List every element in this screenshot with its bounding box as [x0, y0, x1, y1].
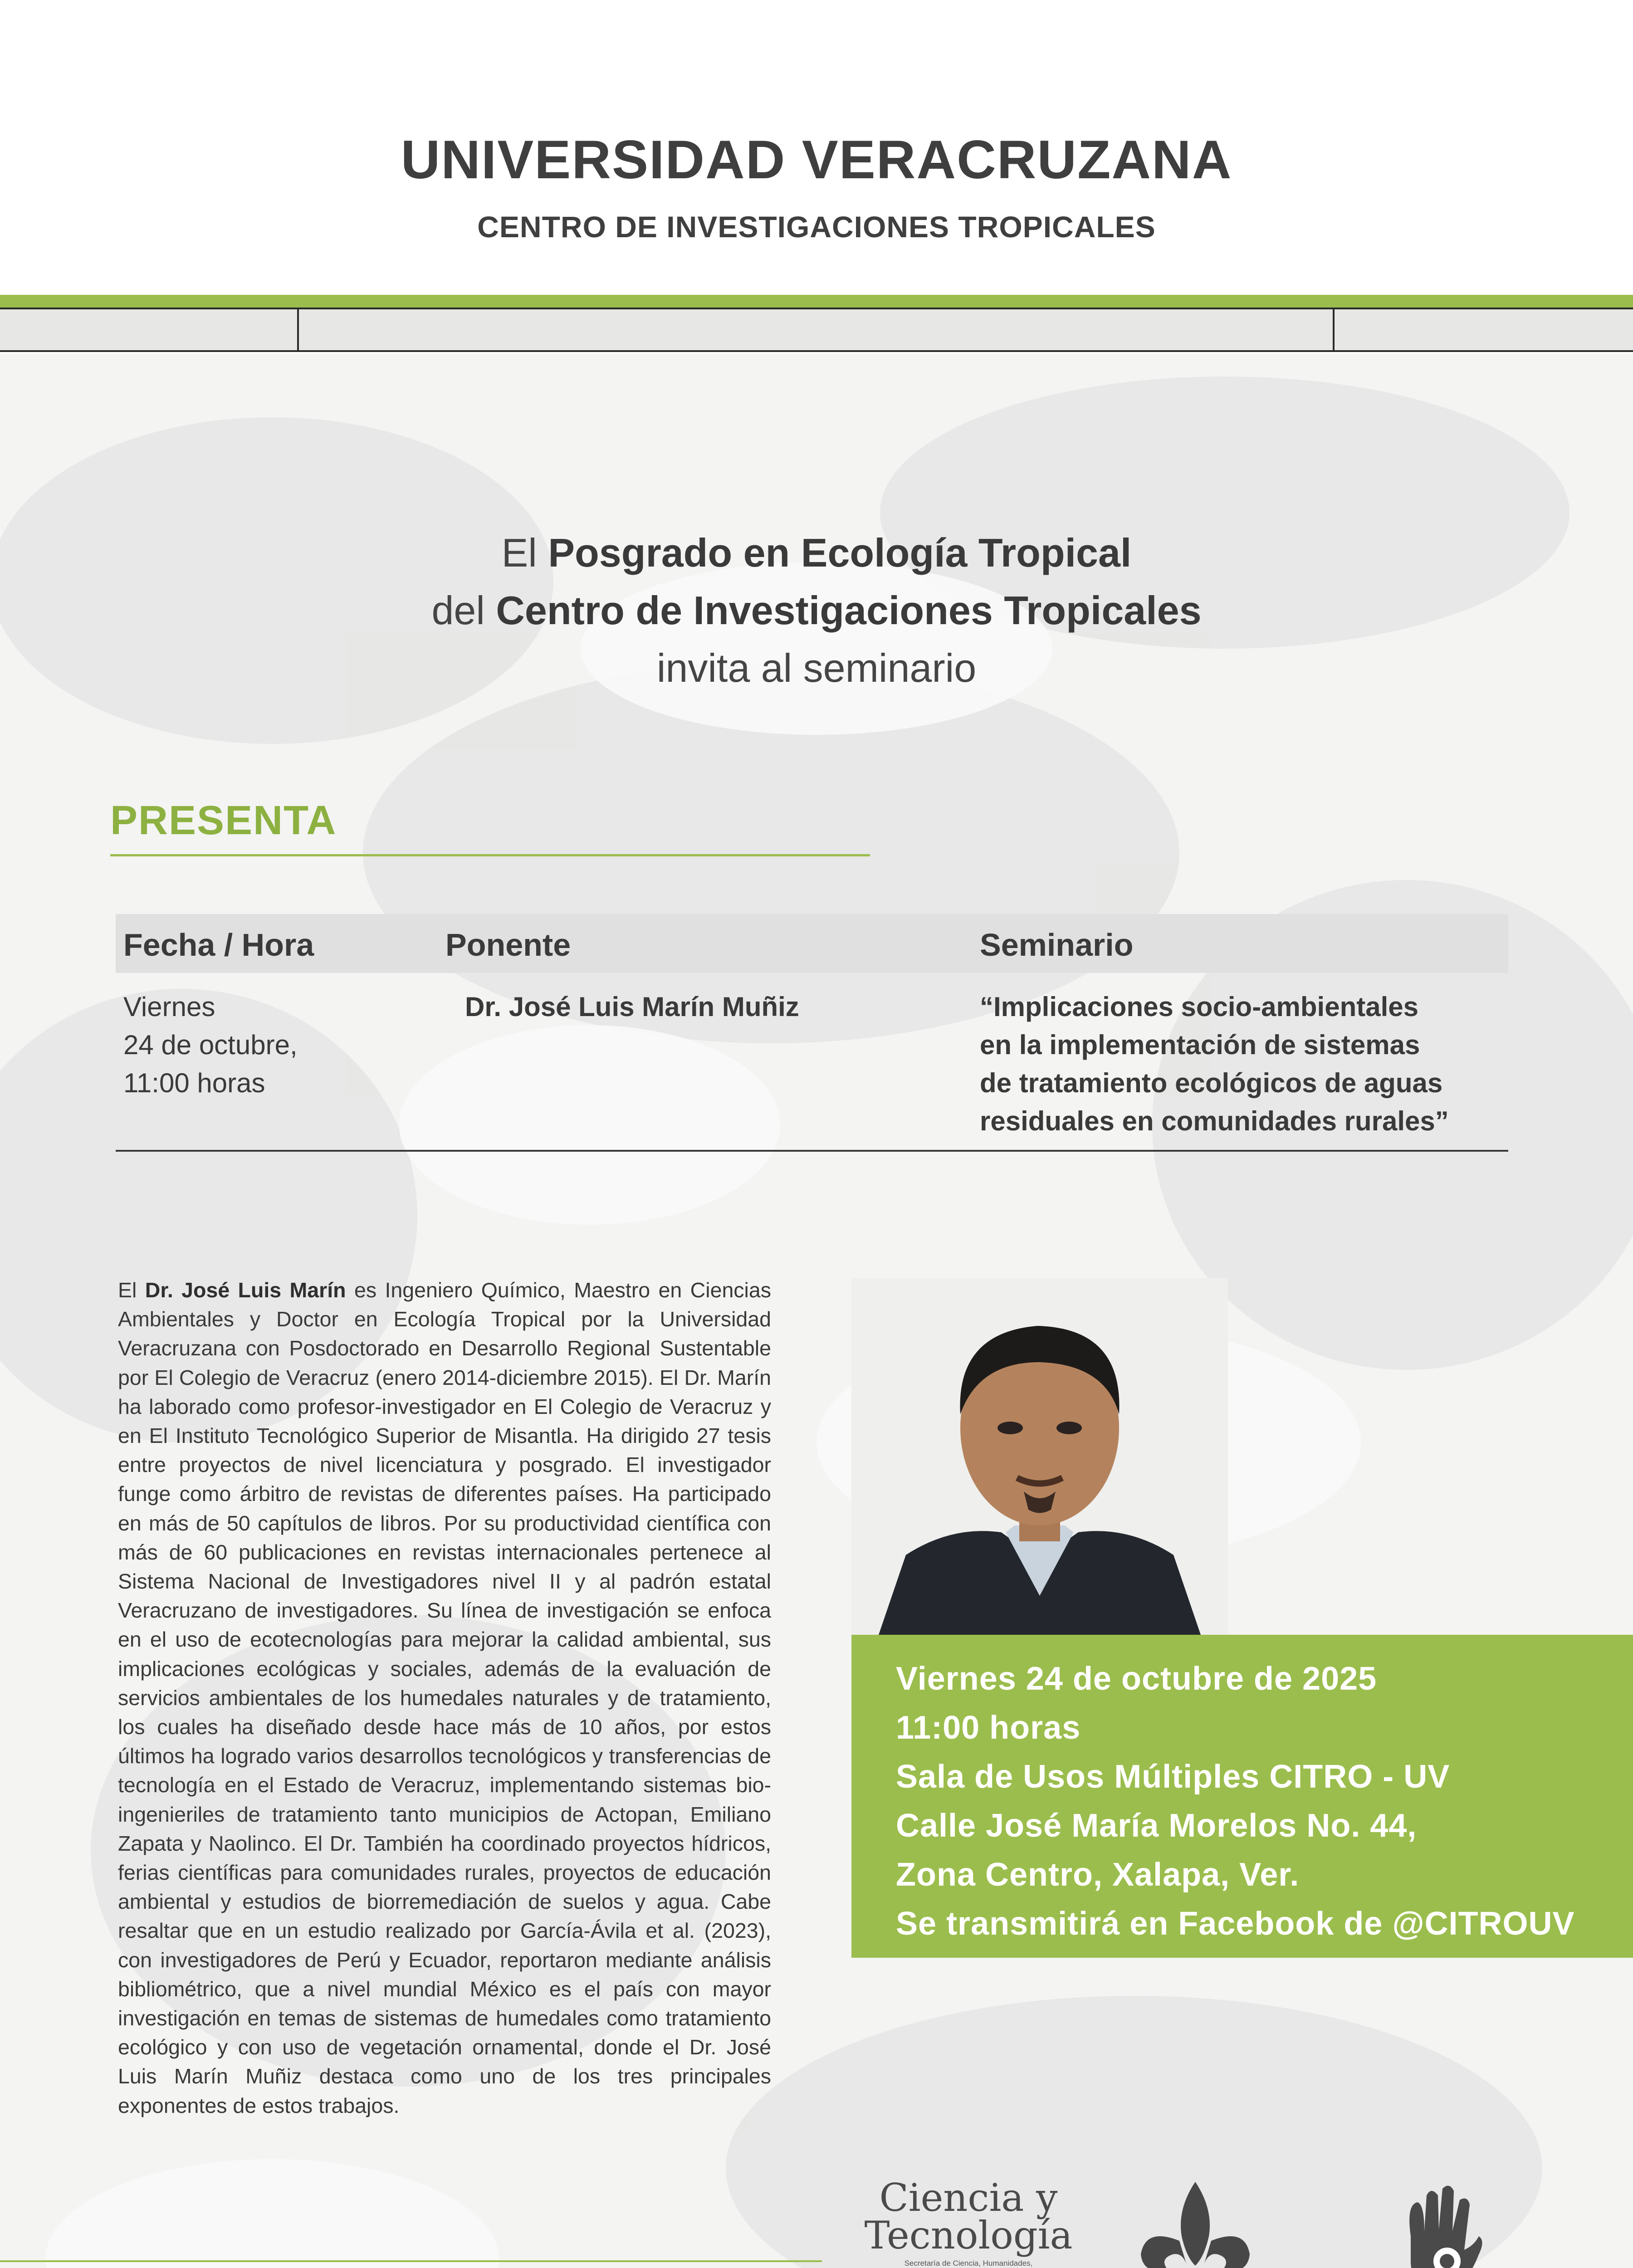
footer-rule	[0, 2260, 822, 2262]
table-header-row	[116, 914, 1508, 973]
university-title: UNIVERSIDAD VERACRUZANA	[401, 129, 1232, 190]
header-date: Fecha / Hora	[123, 927, 314, 963]
invitation-line-2: del Centro de Investigaciones Tropicales	[431, 588, 1202, 633]
event-venue: Sala de Usos Múltiples CITRO - UV	[896, 1759, 1450, 1795]
event-address: Calle José María Morelos No. 44,	[896, 1808, 1417, 1844]
logo-universidad-veracruzana	[1068, 2177, 1322, 2268]
event-city: Zona Centro, Xalapa, Ver.	[896, 1857, 1300, 1893]
table-bottom-rule	[116, 1150, 1508, 1152]
header-green-bar	[0, 295, 1633, 308]
hand-icon	[1393, 2177, 1492, 2268]
event-stream: Se transmitirá en Facebook de @CITROUV	[896, 1906, 1575, 1942]
invitation-line-1: El Posgrado en Ecología Tropical	[501, 530, 1132, 575]
header-seminar: Seminario	[980, 927, 1134, 963]
event-time: 11:00 horas	[896, 1710, 1081, 1746]
date-day: Viernes	[123, 992, 215, 1022]
seminar-title: “Implicaciones socio-ambientales en la implementación de sistemas de tratamiento ecológicos de aguas residuales en comunidades rurales”	[980, 992, 1449, 1136]
date-time: 11:00 horas	[123, 1068, 265, 1098]
fleur-de-lis-icon	[1127, 2177, 1263, 2268]
header-speaker: Ponente	[445, 927, 571, 963]
event-info-box	[851, 1635, 1633, 1958]
header-grey-strip	[0, 308, 1633, 352]
logo-centro-investigaciones	[1320, 2177, 1565, 2268]
speaker-bio: El Dr. José Luis Marín es Ingeniero Químico, Maestro en Ciencias Ambientales y Doctor en Ecología Tropical por la Universidad Veracruzana con Posdoctorado en Desarrollo Regional Sustentable por El Colegio de Veracruz (enero 2014-diciembre 2015). El Dr. Marín ha laborado como profesor-investigador en El Colegio de Veracruz y en El Instituto Tecnológico Superior de Misantla. Ha dirigido 27 tesis entre proyectos de nivel licenciatura y posgrado. El investigador funge como árbitro de revistas de diferentes países. Ha participado en más de 50 capítulos de libros. Por su productividad científica con más de 60 publicaciones en revistas internacionales pertenece al Sistema Nacional de Investigadores nivel II y al padrón estatal Veracruzano de investigadores. Su línea de investigación se enfoca en el uso de ecotecnologías para mejorar la calidad ambiental, sus implicaciones ecológicas y sociales, además de la evaluación de servicios ambientales de los humedales naturales y de tratamiento, los cuales ha diseñado desde hace más de 10 años, por estos últimos ha logrado varios desarrollos tecnológicos y transferencias de tecnología en el Estado de Veracruz, implementando sistemas bio-ingenieriles de tratamiento tanto municipios de Actopan, Emiliano Zapata y Naolinco. El Dr. También ha coordinado proyectos hídricos, ferias científicas para comunidades rurales, proyectos de educación ambiental y estudios de biorremediación de suelos y agua. Cabe resaltar que en un estudio realizado por García-Ávila et al. (2023), con investigadores de Perú y Ecuador, reportaron mediante análisis bibliométrico, que a nivel mundial México es el país con mayor investigación en temas de sistemas de humedales como tratamiento ecológico y con uso de vegetación ornamental, donde el Dr. José Luis Marín Muñiz destaca como uno de los tres principales exponentes de estos trabajos.	[118, 1278, 772, 2117]
speaker-name: Dr. José Luis Marín Muñiz	[465, 992, 799, 1022]
event-date: Viernes 24 de octubre de 2025	[896, 1661, 1377, 1697]
logo-ciencia-tecnologia: Ciencia y Tecnología Secretaría de Ciencia, Humanidades,	[864, 2175, 1073, 2268]
center-title: CENTRO DE INVESTIGACIONES TROPICALES	[477, 210, 1156, 244]
invitation-line-3: invita al seminario	[656, 645, 977, 690]
speaker-photo	[851, 1278, 1228, 1635]
date-cell	[123, 988, 298, 1102]
date-date: 24 de octubre,	[123, 1030, 298, 1060]
section-title: PRESENTA	[110, 798, 337, 843]
section-underline	[110, 854, 870, 856]
